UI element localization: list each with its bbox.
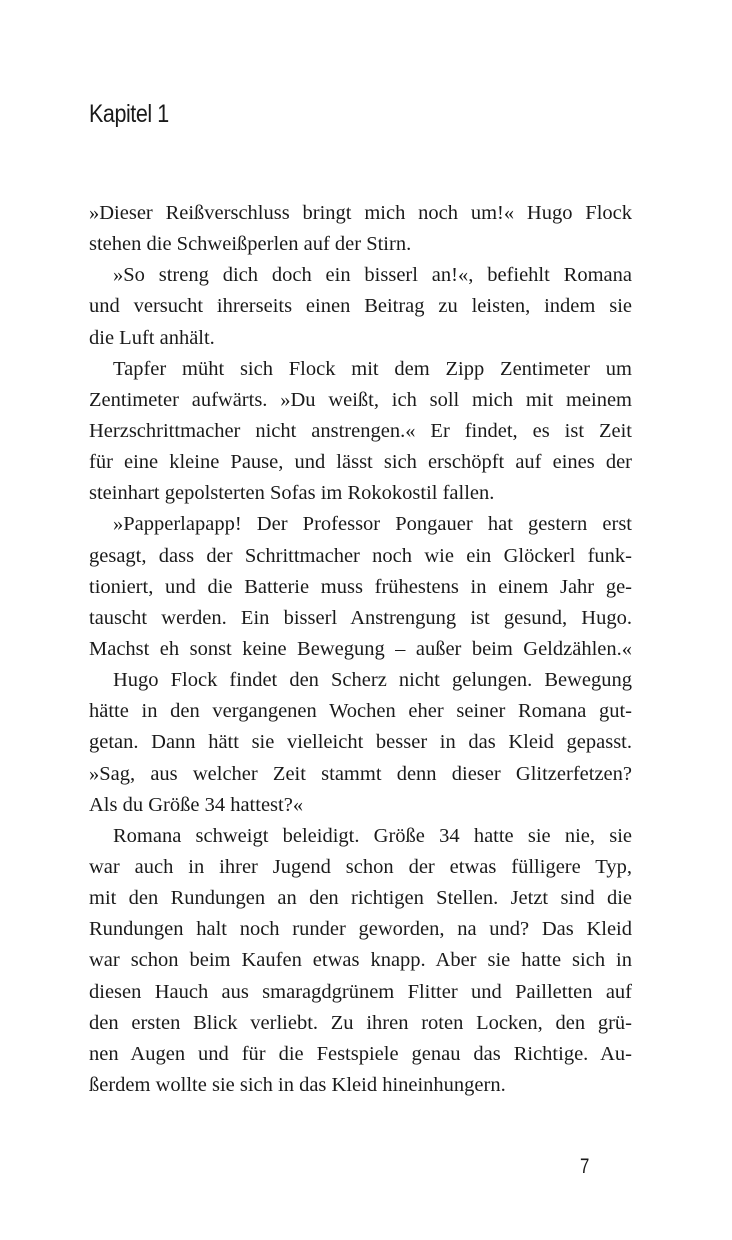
text-line: mit den Rundungen an den richtigen Stellen. Jetzt sind die bbox=[89, 887, 632, 910]
page-number: 7 bbox=[580, 1155, 590, 1178]
paragraph bbox=[89, 198, 632, 260]
text-line: Tapfer müht sich Flock mit dem Zipp Zentimeter um bbox=[113, 357, 632, 380]
text-line: Hugo Flock findet den Scherz nicht gelungen. Bewegung bbox=[113, 669, 632, 692]
text-line: »Papperlapapp! Der Professor Pongauer hat gestern erst bbox=[113, 513, 632, 536]
text-line: »Sag, aus welcher Zeit stammt denn dieser Glitzerfetzen? bbox=[89, 762, 632, 785]
text-line: ßerdem wollte sie sich in das Kleid hineinhungern. bbox=[89, 1073, 506, 1096]
text-line: Als du Größe 34 hattest?« bbox=[89, 793, 304, 816]
text-line: steinhart gepolsterten Sofas im Rokokostil fallen. bbox=[89, 482, 495, 505]
text-line: den ersten Blick verliebt. Zu ihren roten Locken, den grü- bbox=[89, 1011, 632, 1034]
paragraph bbox=[89, 665, 632, 821]
paragraph bbox=[89, 509, 632, 665]
text-line: die Luft anhält. bbox=[89, 326, 215, 349]
text-line: gesagt, dass der Schrittmacher noch wie ein Glöckerl funk- bbox=[89, 544, 632, 567]
text-line: war auch in ihrer Jugend schon der etwas fülligere Typ, bbox=[89, 855, 632, 878]
text-line: Romana schweigt beleidigt. Größe 34 hatte sie nie, sie bbox=[113, 824, 632, 847]
text-line: tioniert, und die Batterie muss frühestens in einem Jahr ge- bbox=[89, 575, 632, 598]
paragraph bbox=[89, 260, 632, 353]
text-line: Herzschrittmacher nicht anstrengen.« Er findet, es ist Zeit bbox=[89, 419, 632, 442]
text-line: und versucht ihrerseits einen Beitrag zu leisten, indem sie bbox=[89, 295, 632, 318]
text-line: »So streng dich doch ein bisserl an!«, befiehlt Romana bbox=[113, 264, 632, 287]
text-line: tauscht werden. Ein bisserl Anstrengung ist gesund, Hugo. bbox=[89, 606, 632, 629]
text-line: »Dieser Reißverschluss bringt mich noch um!« Hugo Flock bbox=[89, 202, 632, 224]
paragraph bbox=[89, 354, 632, 510]
text-line: diesen Hauch aus smaragdgrünem Flitter und Pailletten auf bbox=[89, 980, 632, 1003]
text-line: hätte in den vergangenen Wochen eher seiner Romana gut- bbox=[89, 700, 632, 723]
text-line: für eine kleine Pause, und lässt sich erschöpft auf eines der bbox=[89, 451, 632, 474]
text-line: stehen die Schweißperlen auf der Stirn. bbox=[89, 233, 412, 256]
text-line: Machst eh sonst keine Bewegung – außer beim Geldzählen.« bbox=[89, 637, 632, 660]
text-line: nen Augen und für die Festspiele genau das Richtige. Au- bbox=[89, 1042, 632, 1065]
text-line: Zentimeter aufwärts. »Du weißt, ich soll mich mit meinem bbox=[89, 388, 632, 411]
text-line: war schon beim Kaufen etwas knapp. Aber sie hatte sich in bbox=[89, 949, 632, 972]
chapter-title: Kapitel 1 bbox=[89, 100, 169, 128]
paragraph bbox=[89, 821, 632, 1101]
text-line: getan. Dann hätt sie vielleicht besser in das Kleid gepasst. bbox=[89, 731, 632, 754]
text-line: Rundungen halt noch runder geworden, na und? Das Kleid bbox=[89, 918, 632, 941]
chapter-body-text bbox=[89, 198, 632, 1101]
